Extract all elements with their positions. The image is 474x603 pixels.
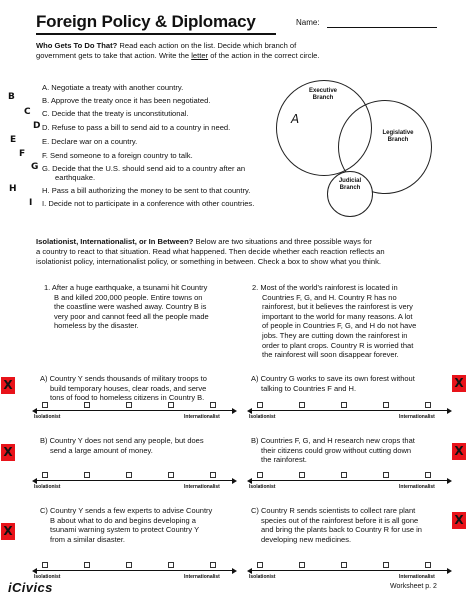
scale-1a bbox=[32, 402, 242, 420]
answer-i: I bbox=[29, 198, 33, 208]
arrow-right-icon bbox=[447, 408, 452, 414]
name-label: Name: bbox=[296, 18, 320, 27]
scale-axis bbox=[252, 410, 447, 411]
scale-left-label: Isolationist bbox=[249, 484, 276, 490]
action-item-g-cont: earthquake. bbox=[55, 173, 96, 182]
answer-g: G bbox=[31, 162, 39, 172]
arrow-right-icon bbox=[232, 568, 237, 574]
answer-d: D bbox=[33, 121, 41, 131]
executive-answer: A bbox=[291, 112, 300, 126]
action-item-g: G. Decide that the U.S. should send aid to a country after an bbox=[42, 164, 246, 173]
checkbox[interactable] bbox=[126, 402, 132, 408]
x-mark-icon: X bbox=[1, 444, 15, 461]
scale-left-label: Isolationist bbox=[249, 574, 276, 580]
scale-1b bbox=[32, 472, 242, 490]
scenario-2-option-b: B) Countries F, G, and H research new crops that their citizens could grow without cutting down the rainforest. bbox=[251, 436, 415, 465]
scale-axis bbox=[37, 570, 232, 571]
page-title: Foreign Policy & Diplomacy bbox=[36, 12, 256, 31]
answer-e: E bbox=[10, 135, 17, 145]
checkbox[interactable] bbox=[383, 562, 389, 568]
checkbox[interactable] bbox=[210, 562, 216, 568]
action-item-c: C. Decide that the treaty is unconstitutional. bbox=[42, 109, 189, 118]
section2-instructions: Isolationist, Internationalist, or In Between? Below are two situations and three possible ways for a country to react to that situation. Read what happened. Then decide whether each reaction reflects an isolationist policy, internationalist policy, or something in between. Check a box to show what you think. bbox=[36, 237, 385, 266]
checkbox[interactable] bbox=[257, 562, 263, 568]
checkbox[interactable] bbox=[42, 402, 48, 408]
answer-f: F bbox=[19, 149, 26, 159]
scale-right-label: Internationalist bbox=[399, 574, 435, 580]
checkbox[interactable] bbox=[425, 472, 431, 478]
checkbox[interactable] bbox=[341, 472, 347, 478]
scale-left-label: Isolationist bbox=[249, 414, 276, 420]
scale-right-label: Internationalist bbox=[399, 484, 435, 490]
checkbox[interactable] bbox=[299, 472, 305, 478]
scenario-2-option-c: C) Country R sends scientists to collect rare plant species out of the rainforest before it is all gone and bring the plants back to Country R for use in developing new medicines. bbox=[251, 506, 422, 544]
scale-axis bbox=[37, 410, 232, 411]
checkbox[interactable] bbox=[257, 402, 263, 408]
checkbox[interactable] bbox=[425, 402, 431, 408]
title-underline bbox=[36, 33, 276, 35]
checkbox[interactable] bbox=[383, 472, 389, 478]
scale-2b bbox=[247, 472, 457, 490]
x-mark-icon: X bbox=[452, 443, 466, 460]
scale-right-label: Internationalist bbox=[184, 484, 220, 490]
x-mark-icon: X bbox=[452, 512, 466, 529]
arrow-right-icon bbox=[447, 568, 452, 574]
checkbox[interactable] bbox=[383, 402, 389, 408]
answer-b: B bbox=[8, 92, 15, 102]
x-mark-icon: X bbox=[1, 523, 15, 540]
answer-h: H bbox=[9, 184, 17, 194]
x-mark-icon: X bbox=[452, 375, 466, 392]
arrow-right-icon bbox=[232, 478, 237, 484]
checkbox[interactable] bbox=[341, 402, 347, 408]
answer-c: C bbox=[24, 107, 31, 117]
scale-left-label: Isolationist bbox=[34, 414, 61, 420]
scale-2a bbox=[247, 402, 457, 420]
scale-axis bbox=[37, 480, 232, 481]
section1-instructions: Who Gets To Do That? Read each action on the list. Decide which branch of government gets to take that action. Write the letter of the action in the correct circle. bbox=[36, 41, 320, 60]
checkbox[interactable] bbox=[210, 402, 216, 408]
scenario-1-option-c: C) Country Y sends a few experts to advise Country B about what to do and begins developing a tsunami warning system to protect Country Y from a similar disaster. bbox=[40, 506, 213, 544]
checkbox[interactable] bbox=[42, 472, 48, 478]
action-item-a: A. Negotiate a treaty with another country. bbox=[42, 83, 184, 92]
action-item-b: B. Approve the treaty once it has been negotiated. bbox=[42, 96, 211, 105]
arrow-right-icon bbox=[232, 408, 237, 414]
name-field[interactable] bbox=[327, 27, 437, 28]
x-mark-icon: X bbox=[1, 377, 15, 394]
page-number: Worksheet p. 2 bbox=[390, 583, 437, 590]
checkbox[interactable] bbox=[168, 562, 174, 568]
action-item-h: H. Pass a bill authorizing the money to be sent to that country. bbox=[42, 186, 251, 195]
checkbox[interactable] bbox=[126, 562, 132, 568]
scale-left-label: Isolationist bbox=[34, 484, 61, 490]
scale-right-label: Internationalist bbox=[184, 574, 220, 580]
section1-heading: Who Gets To Do That? bbox=[36, 41, 118, 50]
arrow-right-icon bbox=[447, 478, 452, 484]
checkbox[interactable] bbox=[425, 562, 431, 568]
scenario-1: 1. After a huge earthquake, a tsunami hit Country B and killed 200,000 people. Entire towns on the coastline were washed away. Country B is very poor and cannot feed all the people made homeless by the disaster. bbox=[44, 283, 209, 331]
checkbox[interactable] bbox=[126, 472, 132, 478]
checkbox[interactable] bbox=[341, 562, 347, 568]
scale-2c bbox=[247, 562, 457, 580]
checkbox[interactable] bbox=[257, 472, 263, 478]
scale-left-label: Isolationist bbox=[34, 574, 61, 580]
scale-right-label: Internationalist bbox=[399, 414, 435, 420]
checkbox[interactable] bbox=[84, 402, 90, 408]
scale-axis bbox=[252, 570, 447, 571]
scenario-1-option-b: B) Country Y does not send any people, but does send a large amount of money. bbox=[40, 436, 204, 455]
checkbox[interactable] bbox=[84, 472, 90, 478]
section2-heading: Isolationist, Internationalist, or In Between? bbox=[36, 237, 194, 246]
scenario-2: 2. Most of the world's rainforest is located in Countries F, G, and H. Country R has no rainforest, but it believes the rainforest is very important to the world for many reasons. A lot of people in Countries F, G, and H do not have jobs. They are cutting down the rainforest in order to plant crops. Country R is worried that the rainforest will soon disappear forever. bbox=[252, 283, 417, 360]
checkbox[interactable] bbox=[84, 562, 90, 568]
action-item-d: D. Refuse to pass a bill to send aid to a country in need. bbox=[42, 123, 231, 132]
action-item-i: I. Decide not to participate in a conference with other countries. bbox=[42, 199, 255, 208]
scenario-2-option-a: A) Country G works to save its own forest without talking to Countries F and H. bbox=[251, 374, 415, 393]
action-item-e: E. Declare war on a country. bbox=[42, 137, 138, 146]
legislative-branch-label: Legislative Branch bbox=[382, 130, 414, 143]
checkbox[interactable] bbox=[299, 562, 305, 568]
action-item-f: F. Send someone to a foreign country to talk. bbox=[42, 151, 193, 160]
checkbox[interactable] bbox=[210, 472, 216, 478]
icivics-logo: iCivics bbox=[8, 580, 53, 595]
scale-axis bbox=[252, 480, 447, 481]
judicial-branch-label: Judicial Branch bbox=[338, 178, 362, 191]
checkbox[interactable] bbox=[299, 402, 305, 408]
scale-1c bbox=[32, 562, 242, 580]
checkbox[interactable] bbox=[168, 472, 174, 478]
scenario-1-option-a: A) Country Y sends thousands of military troops to build temporary houses, clear roads, and serve tons of food to homeless citizens in Country B. bbox=[40, 374, 207, 403]
scale-right-label: Internationalist bbox=[184, 414, 220, 420]
checkbox[interactable] bbox=[42, 562, 48, 568]
executive-branch-label: Executive Branch bbox=[308, 88, 338, 101]
checkbox[interactable] bbox=[168, 402, 174, 408]
